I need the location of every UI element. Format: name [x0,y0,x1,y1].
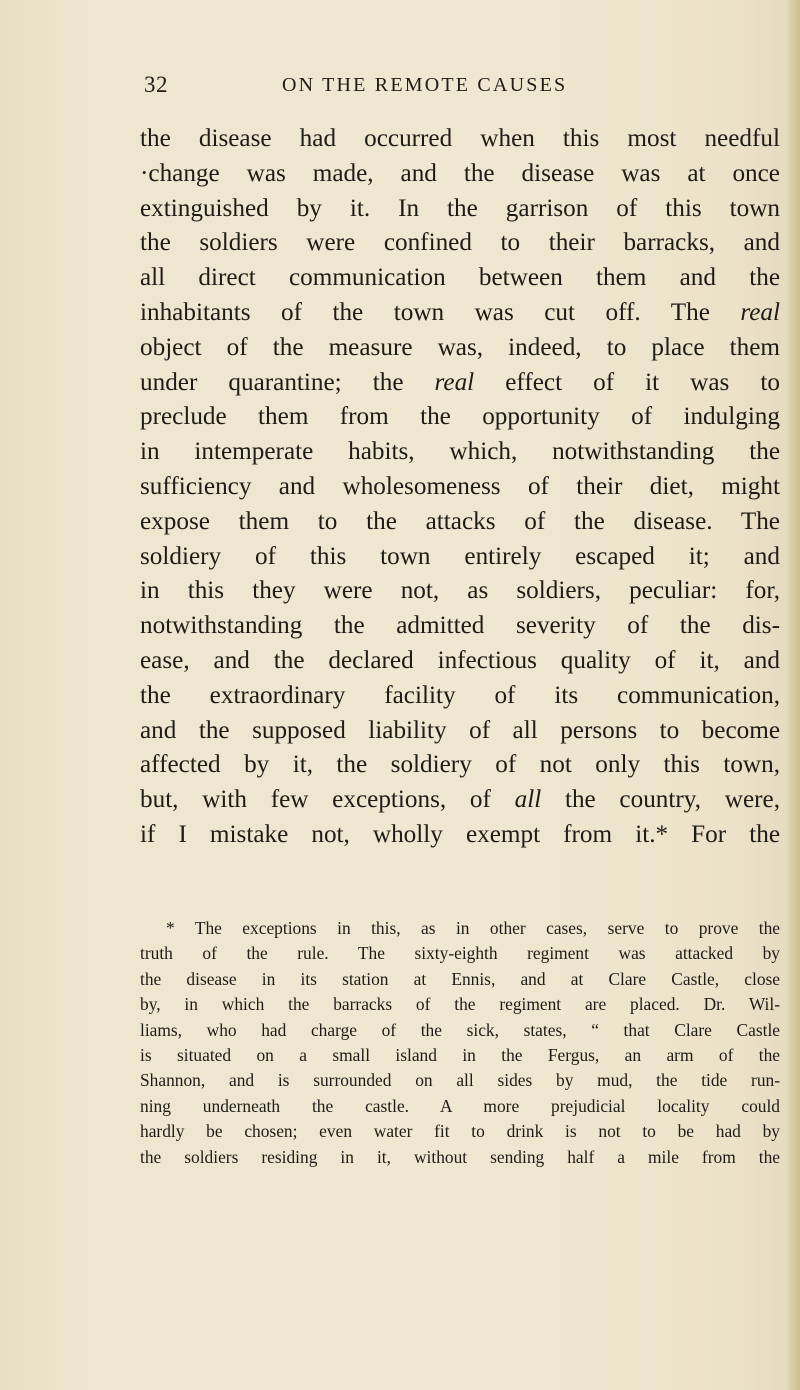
body-text [140,122,780,853]
text-line: if I mistake not, wholly exempt from it.* For the [140,820,780,848]
italic-emphasis: real [434,368,475,396]
italic-emphasis: real [740,298,780,326]
text-line: the extraordinary facility of its communication, [140,681,780,709]
text-line: the disease had occurred when this most needful [140,125,780,152]
text-line: and the supposed liability of all persons to become [140,716,780,744]
page-header [0,72,800,104]
running-head: ON THE REMOTE CAUSES [282,74,568,96]
text-line: ·change was made, and the disease was at once [140,159,780,187]
footnote-line: by, in which the barracks of the regiment are placed. Dr. Wil- [140,994,780,1015]
text-line: preclude them from the opportunity of indulging [140,403,780,431]
footnote-line: liams, who had charge of the sick, states, “ that Clare Castle [140,1019,780,1040]
text-line: the soldiers were confined to their barracks, and [140,229,780,257]
text-line: notwithstanding the admitted severity of the dis- [140,612,780,640]
text-line: sufficiency and wholesomeness of their diet, might [140,472,780,500]
text-line: affected by it, the soldiery of not only this town, [140,751,780,779]
footnote-line: ning underneath the castle. A more prejudicial locality could [140,1095,780,1116]
text-line: inhabitants of the town was cut off. The real [140,298,780,326]
footnote [140,916,780,1170]
footnote-line: the soldiers residing in it, without sending half a mile from the [140,1146,780,1167]
text-line: but, with few exceptions, of all the country, were, [140,786,780,814]
footnote-line: truth of the rule. The sixty-eighth regiment was attacked by [140,943,780,964]
text-line: ease, and the declared infectious quality of it, and [140,646,780,674]
text-line: all direct communication between them and the [140,264,780,292]
footnote-line: the disease in its station at Ennis, and at Clare Castle, close [140,968,780,989]
text-line: expose them to the attacks of the disease. The [140,507,780,535]
footnote-line: is situated on a small island in the Fergus, an arm of the [140,1044,780,1065]
footnote-line: hardly be chosen; even water fit to drink is not to be had by [140,1121,780,1142]
page-edge-shadow [786,0,800,1390]
italic-emphasis: all [514,786,542,814]
text-line: object of the measure was, indeed, to place them [140,333,780,361]
footnote-line: Shannon, and is surrounded on all sides by mud, the tide run- [140,1070,780,1091]
text-line: extinguished by it. In the garrison of this town [140,194,780,222]
text-line: soldiery of this town entirely escaped it; and [140,542,780,570]
page-number: 32 [144,72,168,97]
text-line: in this they were not, as soldiers, peculiar: for, [140,577,780,605]
footnote-line: * The exceptions in this, as in other cases, serve to prove the [166,918,780,938]
text-line: under quarantine; the real effect of it was to [140,368,780,396]
text-line: in intemperate habits, which, notwithstanding the [140,438,780,466]
